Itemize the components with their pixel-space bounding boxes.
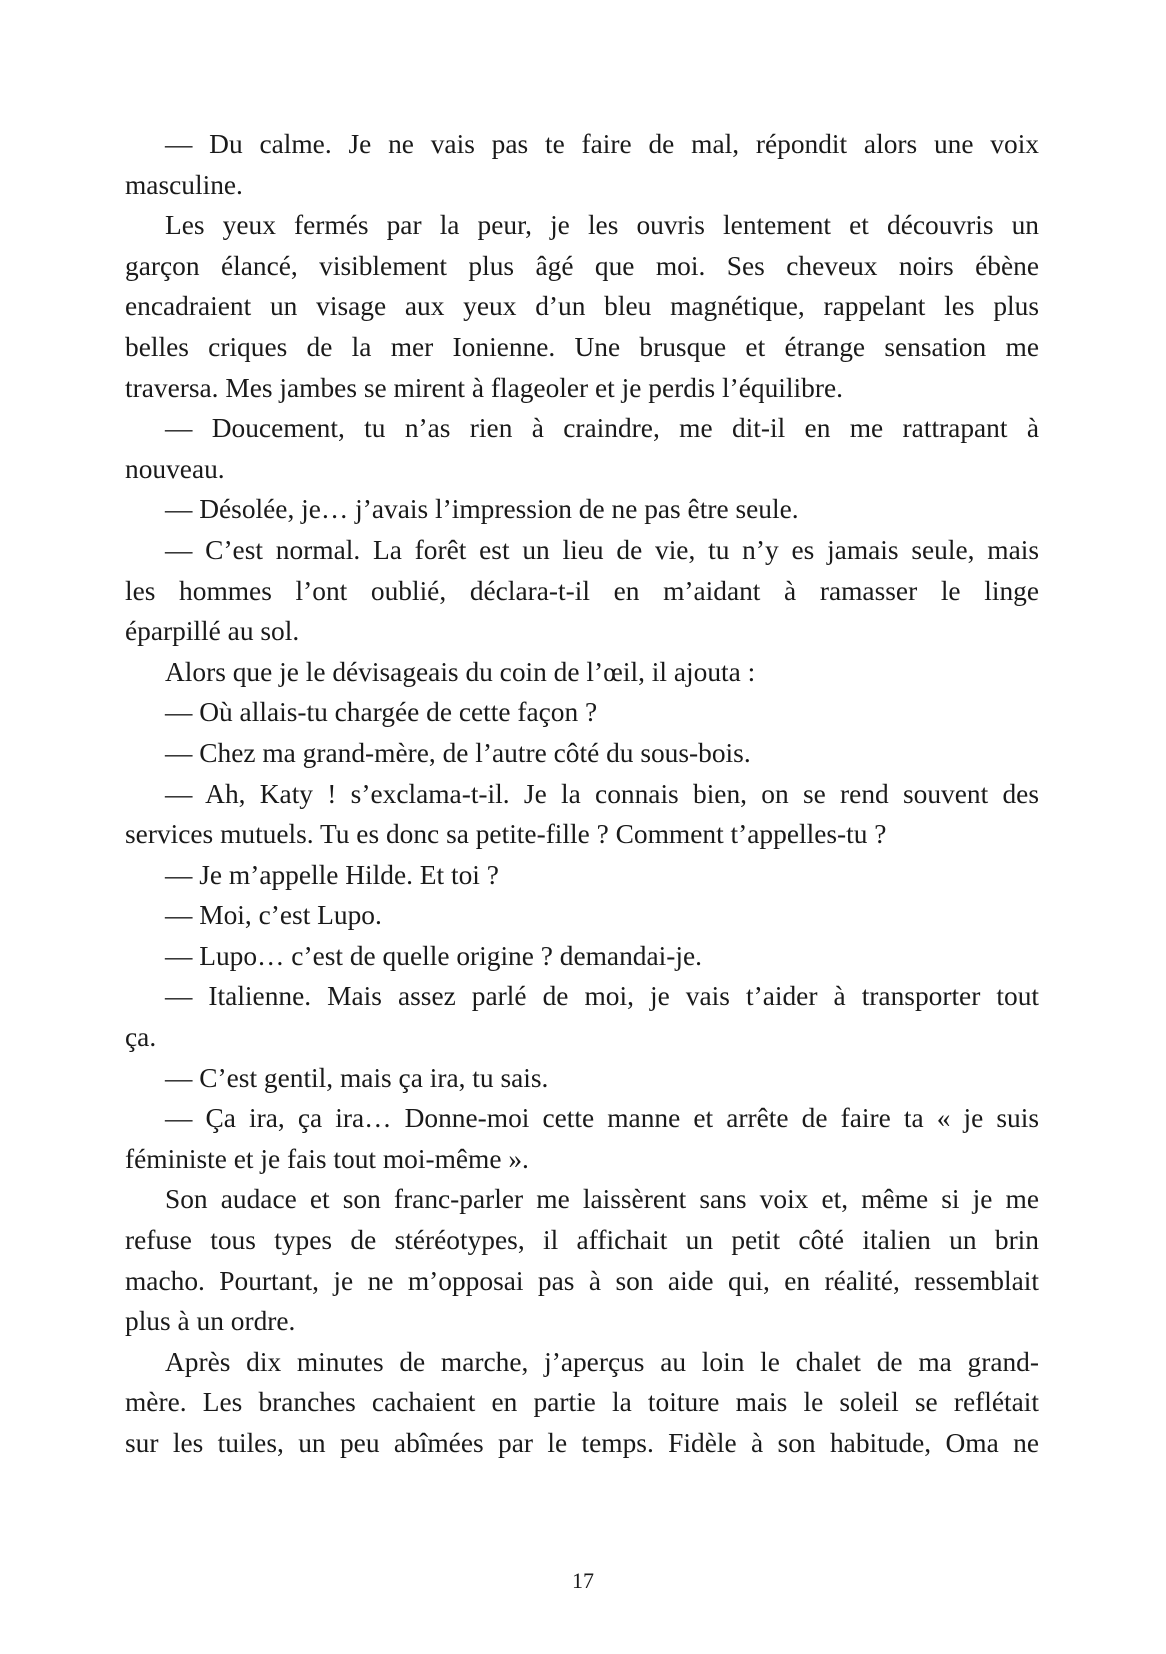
text-line: — Où allais-tu chargée de cette façon ? — [165, 697, 598, 728]
paragraph — [125, 1098, 1039, 1179]
text-line: — C’est gentil, mais ça ira, tu sais. — [165, 1062, 549, 1093]
text-line: — Désolée, je… j’avais l’impression de ne pas être seule. — [165, 494, 799, 525]
text-line: mère. Les branches cachaient en partie la toiture mais le soleil se reflétait — [125, 1387, 1039, 1418]
text-line: — Chez ma grand-mère, de l’autre côté du sous-bois. — [165, 737, 751, 768]
paragraph — [125, 124, 1039, 205]
text-line: — Doucement, tu n’as rien à craindre, me dit-il en me rattrapant à — [165, 413, 1039, 444]
text-line: — Ça ira, ça ira… Donne-moi cette manne et arrête de faire ta « je suis — [165, 1103, 1039, 1134]
text-line: traversa. Mes jambes se mirent à flageoler et je perdis l’équilibre. — [125, 372, 843, 403]
text-line: les hommes l’ont oublié, déclara-t-il en m’aidant à ramasser le linge — [125, 575, 1039, 606]
text-line: — Je m’appelle Hilde. Et toi ? — [165, 859, 499, 890]
text-line: ça. — [125, 1022, 157, 1053]
paragraph — [125, 774, 1039, 855]
text-line: plus à un ordre. — [125, 1306, 296, 1337]
text-line: macho. Pourtant, je ne m’opposai pas à son aide qui, en réalité, ressemblait — [125, 1265, 1039, 1296]
text-line: — Du calme. Je ne vais pas te faire de mal, répondit alors une voix — [165, 129, 1039, 159]
text-line: masculine. — [125, 169, 243, 200]
text-line: sur les tuiles, un peu abîmées par le temps. Fidèle à son habitude, Oma ne — [125, 1428, 1039, 1458]
text-line: refuse tous types de stéréotypes, il affichait un petit côté italien un brin — [125, 1225, 1039, 1256]
text-line: — Lupo… c’est de quelle origine ? demandai-je. — [165, 940, 702, 971]
paragraph — [125, 936, 1039, 977]
paragraph — [125, 408, 1039, 489]
text-line: encadraient un visage aux yeux d’un bleu magnétique, rappelant les plus — [125, 291, 1039, 322]
text-line: — Moi, c’est Lupo. — [165, 900, 382, 931]
text-line: belles criques de la mer Ionienne. Une brusque et étrange sensation me — [125, 331, 1039, 362]
page-body — [125, 124, 1039, 1464]
text-line: — Italienne. Mais assez parlé de moi, je vais t’aider à transporter tout — [165, 981, 1039, 1012]
text-line: éparpillé au sol. — [125, 616, 300, 647]
text-line: garçon élancé, visiblement plus âgé que moi. Ses cheveux noirs ébène — [125, 250, 1039, 281]
text-line: — Ah, Katy ! s’exclama-t-il. Je la connais bien, on se rend souvent des — [165, 778, 1039, 809]
paragraph — [125, 976, 1039, 1057]
page-number: 17 — [572, 1568, 594, 1593]
paragraph — [125, 733, 1039, 774]
text-line: services mutuels. Tu es donc sa petite-fille ? Comment t’appelles-tu ? — [125, 819, 887, 850]
paragraph — [125, 1058, 1039, 1099]
text-line: — C’est normal. La forêt est un lieu de vie, tu n’y es jamais seule, mais — [165, 534, 1039, 565]
paragraph — [125, 530, 1039, 652]
text-line: Alors que je le dévisageais du coin de l’œil, il ajouta : — [165, 656, 756, 687]
paragraph — [125, 652, 1039, 693]
text-line: féministe et je fais tout moi-même ». — [125, 1143, 529, 1174]
text-line: Après dix minutes de marche, j’aperçus au loin le chalet de ma grand- — [165, 1346, 1039, 1377]
paragraph — [125, 205, 1039, 408]
paragraph — [125, 895, 1039, 936]
paragraph — [125, 489, 1039, 530]
paragraph — [125, 1179, 1039, 1341]
paragraph — [125, 692, 1039, 733]
text-line: Les yeux fermés par la peur, je les ouvris lentement et découvris un — [165, 210, 1039, 241]
paragraph — [125, 855, 1039, 896]
paragraph — [125, 1342, 1039, 1464]
text-line: Son audace et son franc-parler me laissèrent sans voix et, même si je me — [165, 1184, 1039, 1215]
text-line: nouveau. — [125, 453, 225, 484]
